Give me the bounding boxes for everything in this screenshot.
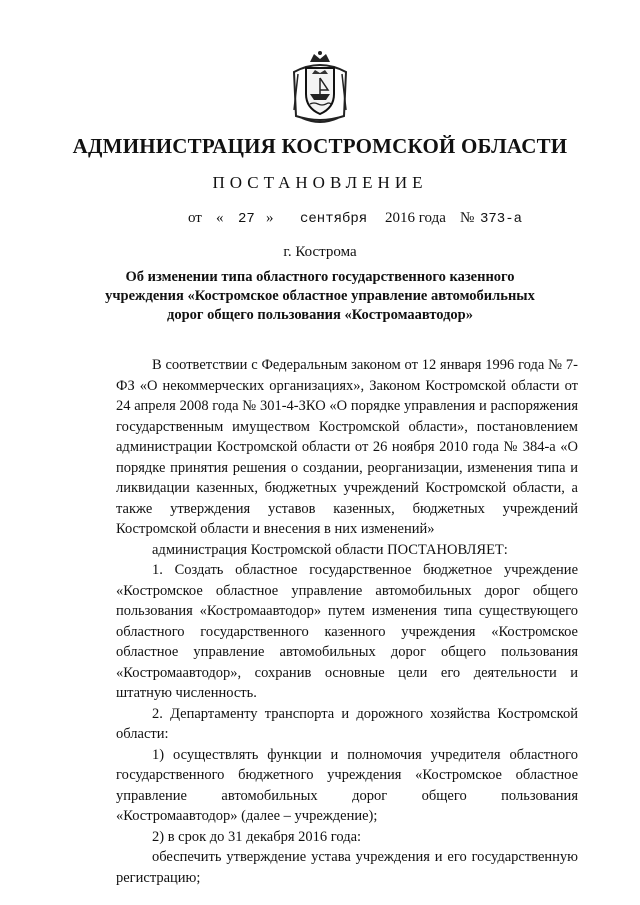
document-type: ПОСТАНОВЛЕНИЕ: [212, 173, 428, 192]
city: г. Кострома: [283, 244, 357, 260]
number-sign: №: [460, 210, 475, 226]
organization-title: АДМИНИСТРАЦИЯ КОСТРОМСКОЙ ОБЛАСТИ: [72, 134, 568, 158]
item-2-1-paragraph: 1) осуществлять функции и полномочия учредителя областного государственного бюджетного учреждения «Костромское областное управление автомобильных дорог общего пользования «Костромаавтодор» (далее – учреждение);: [116, 746, 578, 824]
document-number: 373-а: [480, 211, 523, 227]
date-month: сентября: [300, 211, 368, 227]
item-2-paragraph: 2. Департаменту транспорта и дорожного хозяйства Костромской области:: [116, 705, 578, 742]
subject-line-1: Об изменении типа областного государственного казенного: [125, 269, 515, 285]
subject-line-2: учреждения «Костромское областное управление автомобильных: [105, 288, 535, 304]
date-year: 2016 года: [385, 210, 446, 226]
date-day: 27: [238, 211, 255, 227]
date-from: от: [188, 210, 202, 226]
preamble-paragraph: В соответствии с Федеральным законом от 12 января 1996 года № 7-ФЗ «О некоммерческих организациях», Законом Костромской области от 24 апреля 2008 года № 301-4-ЗКО «О порядке управления и распоряжения государственным имуществом Костромской области», постановлением администрации Костромской области от 26 ноября 2010 года № 384-а «О порядке принятия решения о создании, реорганизации, изменения типа и ликвидации казенных, бюджетных учреждений Костромской области, а также утверждения уставов казенных, бюджетных учреждений Костромской области и внесения в них изменений»: [116, 357, 578, 537]
document-body: [116, 355, 578, 888]
date-close-quote: »: [266, 210, 274, 226]
item-2-2-paragraph: 2) в срок до 31 декабря 2016 года:: [152, 828, 362, 845]
date-open-quote: «: [216, 210, 224, 226]
resolution-paragraph: администрация Костромской области ПОСТАНОВЛЯЕТ:: [152, 541, 508, 558]
document-subject: [80, 268, 560, 325]
item-2-2a-paragraph: обеспечить утверждение устава учреждения и его государственную регистрацию;: [116, 849, 578, 886]
subject-line-3: дорог общего пользования «Костромаавтодор»: [167, 307, 473, 323]
date-line: [0, 210, 640, 232]
coat-of-arms-icon: [288, 50, 352, 126]
item-1-paragraph: 1. Создать областное государственное бюджетное учреждение «Костромское областное управление автомобильных дорог общего пользования «Костромаавтодор» путем изменения типа существующего областного государственного казенного учреждения «Костромское областное управление автомобильных дорог общего пользования «Костромаавтодор», сохранив основные цели его деятельности и штатную численность.: [116, 562, 578, 701]
